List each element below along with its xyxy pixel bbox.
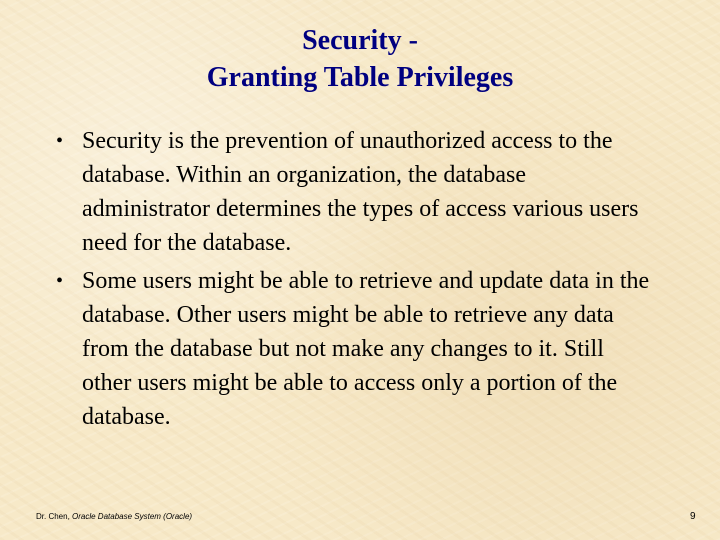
bullet-text: Security is the prevention of unauthorized access to the database. Within an organization, the database administrator determines the types of access various users need for the database. xyxy=(82,128,639,256)
bullet-icon: • xyxy=(56,270,64,292)
footer-book-title: Oracle Database System (Oracle) xyxy=(72,512,193,521)
footer-credit xyxy=(36,512,192,521)
bullet-text: Some users might be able to retrieve and update data in the database. Other users might be able to retrieve any data from the database but not make any changes to it. Still other users might be able to access only a portion of the database. xyxy=(82,268,650,430)
slide-title xyxy=(0,22,720,96)
title-line-2: Granting Table Privileges xyxy=(206,62,514,93)
title-line-1: Security - xyxy=(302,25,418,56)
bullet-icon: • xyxy=(56,130,64,152)
bullet-list xyxy=(56,124,656,438)
bullet-item xyxy=(56,264,656,434)
page-number: 9 xyxy=(690,511,696,522)
bullet-item xyxy=(56,124,656,260)
footer-author: Dr. Chen, xyxy=(36,512,73,521)
